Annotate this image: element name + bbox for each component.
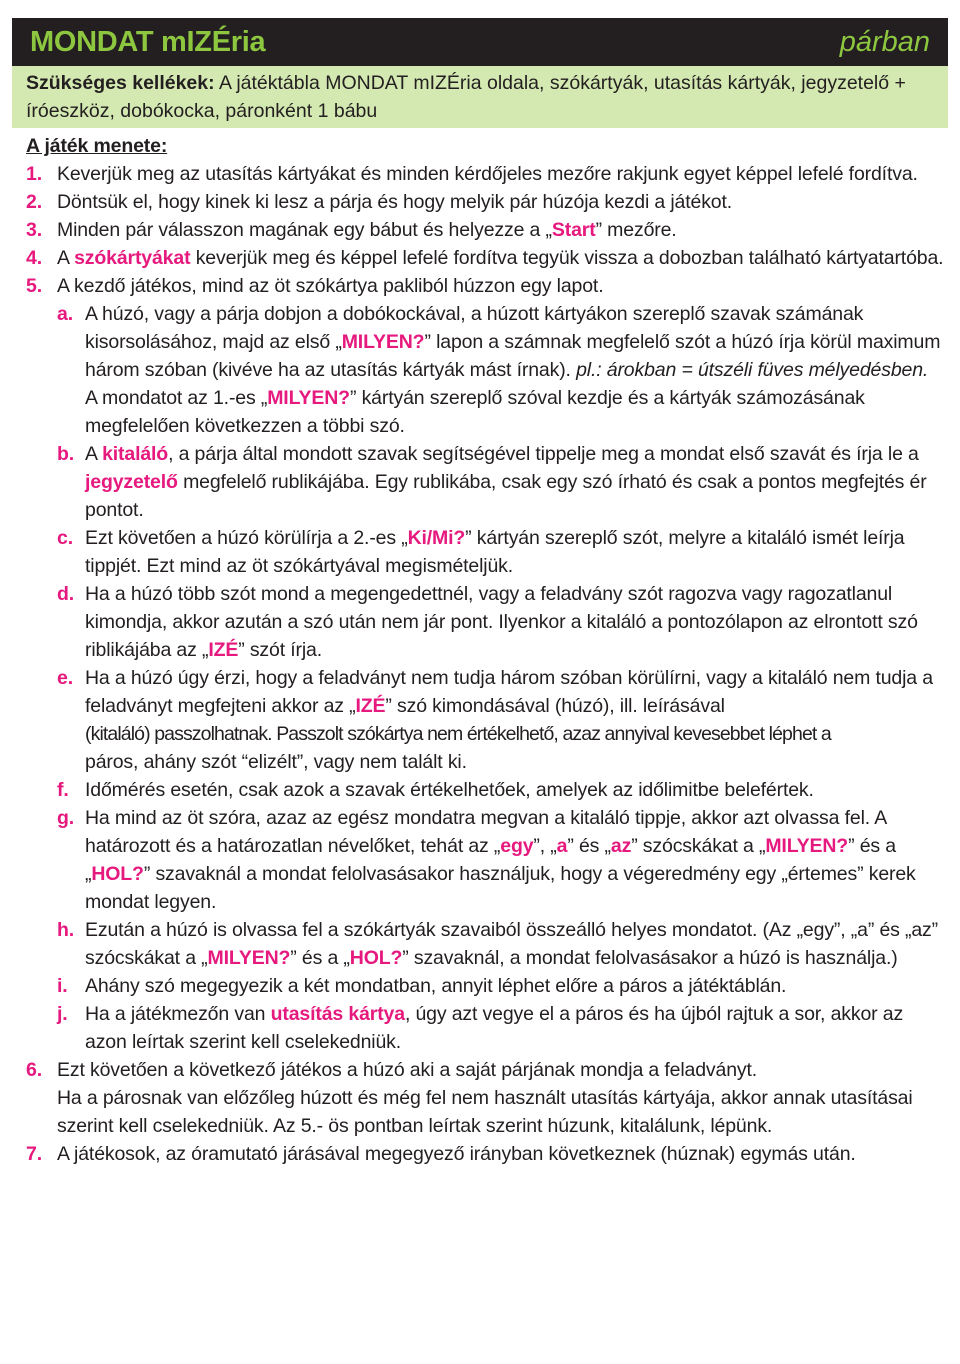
highlight-term: MILYEN? [207, 947, 291, 969]
substep-text: Ha a húzó több szót mond a megengedettnél, vagy a feladvány szót ragozva vagy ragozatlanul kimondja, akkor azután a szó után nem jár pont. Ilyenkor a kitaláló a pontozólapon az elrontott szó riblikájába az „IZÉ” szót írja. [85, 583, 918, 661]
step-number: 5. [26, 275, 42, 297]
highlight-term: Ki/Mi? [407, 527, 466, 549]
rule-substep-e [26, 664, 946, 776]
supplies-label: Szükséges kellékek: [26, 72, 215, 94]
highlight-term: Start [551, 219, 596, 241]
highlight-term: IZÉ [208, 639, 239, 661]
substep-letter: j. [57, 1003, 68, 1025]
step-number: 3. [26, 219, 42, 241]
substep-text: Ha a húzó úgy érzi, hogy a feladványt nem tudja három szóban körülírni, vagy a kitaláló nem tudja a feladványt megfejteni akkor az „IZÉ” szó kimondásával (húzó), ill. leírásával (kitaláló) passzolhatnak. Passzolt szókártya nem értékelhető, azaz annyival kevesebbet léphet a páros, ahány szót “elizélt”, vagy nem talált ki. [85, 667, 933, 773]
highlight-term: az [610, 835, 632, 857]
rule-substep-d [26, 580, 946, 664]
substep-text: Ahány szó megegyezik a két mondatban, annyit léphet előre a páros a játéktáblán. [85, 975, 787, 997]
example-text: pl.: árokban = útszéli füves mélyedésben. [576, 359, 929, 381]
supplies-box [12, 66, 948, 128]
rule-substep-h [26, 916, 946, 972]
rule-substep-c [26, 524, 946, 580]
step-number: 1. [26, 163, 42, 185]
step-text: A szókártyákat keverjük meg és képpel lefelé fordítva tegyük vissza a dobozban található kártyatartóba. [57, 247, 944, 269]
rule-step-6 [26, 1056, 946, 1140]
rule-step-2 [26, 188, 946, 216]
highlight-term: a [556, 835, 568, 857]
substep-letter: h. [57, 919, 75, 941]
highlight-term: egy [500, 835, 534, 857]
rule-substep-a [26, 300, 946, 440]
highlight-term: szókártyákat [74, 247, 191, 269]
highlight-term: MILYEN? [341, 331, 425, 353]
highlight-term: MILYEN? [765, 835, 849, 857]
page-title: MONDAT mIZÉria [30, 25, 266, 58]
substep-letter: d. [57, 583, 75, 605]
highlight-term: HOL? [349, 947, 403, 969]
substep-text: Ha mind az öt szóra, azaz az egész mondatra megvan a kitaláló tippje, akkor azt olvassa fel. A határozott és a határozatlan névelőket, tehát az „egy”, „a” és „az” szócskákat a „MILYEN?” és a „HOL?” szavaknál a mondat felolvasásakor használjuk, hogy a végeredmény egy „értemes” kerek mondat legyen. [85, 807, 916, 913]
rule-step-7 [26, 1140, 946, 1168]
highlight-term: jegyzetelő [85, 471, 178, 493]
substep-letter: e. [57, 667, 73, 689]
substep-letter: i. [57, 975, 68, 997]
substep-letter: c. [57, 527, 73, 549]
title-bar [12, 18, 948, 66]
highlight-term: utasítás kártya [270, 1003, 405, 1025]
highlight-term: kitaláló [102, 443, 169, 465]
step-text: Minden pár válasszon magának egy bábut és helyezze a „Start” mezőre. [57, 219, 677, 241]
highlight-term: MILYEN? [267, 387, 350, 409]
step-text: A játékosok, az óramutató járásával megegyező irányban következnek (húznak) egymás után. [57, 1143, 856, 1165]
substep-letter: f. [57, 779, 69, 801]
page-subtitle: párban [839, 25, 930, 58]
step-text: Keverjük meg az utasítás kártyákat és minden kérdőjeles mezőre rakjunk egyet képpel lefelé fordítva. [57, 163, 918, 185]
substep-letter: b. [57, 443, 75, 465]
step-text: Döntsük el, hogy kinek ki lesz a párja és hogy melyik pár húzója kezdi a játékot. [57, 191, 733, 213]
substep-letter: g. [57, 807, 75, 829]
rule-step-1 [26, 160, 946, 188]
step-number: 4. [26, 247, 42, 269]
rule-step-5 [26, 272, 946, 300]
substep-text: A húzó, vagy a párja dobjon a dobókockával, a húzott kártyákon szereplő szavak számának kisorsolásához, majd az első „MILYEN?” lapon a számnak megfelelő szót a húzó írja körül maximum három szóban (kivéve ha az utasítás kártyák mást írnak). pl.: árokban = útszéli füves mélyedésben. A mondatot az 1.-es „MILYEN?” kártyán szereplő szóval kezdje és a kártyák számozásának megfelelően következzen a többi szó. [85, 303, 941, 437]
supplies-text: A játéktábla MONDAT mIZÉria oldala, szókártyák, utasítás kártyák, jegyzetelő + íróeszköz, dobókocka, páronként 1 bábu [26, 72, 906, 122]
rule-substep-g [26, 804, 946, 916]
substep-text: Ha a játékmezőn van utasítás kártya, úgy azt vegye el a páros és ha újból rajtuk a sor, akkor az azon leírtak szerint kell cselekedniük. [85, 1003, 904, 1053]
rule-step-3 [26, 216, 946, 244]
rules-content [26, 132, 946, 1168]
substep-text: A kitaláló, a párja által mondott szavak segítségével tippelje meg a mondat első szavát és írja le a jegyzetelő megfelelő rublikájába. Egy rublikába, csak egy szó írható és csak a pontos megfejtés ér pontot. [85, 443, 927, 521]
rule-substep-f [26, 776, 946, 804]
highlight-term: HOL? [91, 863, 144, 885]
step-number: 7. [26, 1143, 42, 1165]
step-number: 2. [26, 191, 42, 213]
rule-step-4 [26, 244, 946, 272]
substep-text: Időmérés esetén, csak azok a szavak értékelhetőek, amelyek az időlimitbe belefértek. [85, 779, 814, 801]
rule-substep-i [26, 972, 946, 1000]
step-number: 6. [26, 1059, 42, 1081]
rule-substep-b [26, 440, 946, 524]
rule-substep-j [26, 1000, 946, 1056]
highlight-term: IZÉ [355, 695, 386, 717]
rules-heading: A játék menete: [26, 135, 168, 157]
step-text: Ezt követően a következő játékos a húzó aki a saját párjának mondja a feladványt. Ha a párosnak van előzőleg húzott és még fel nem használt utasítás kártyája, akkor annak utasításai szerint kell cselekedniük. Az 5.- ös pontban leírtak szerint húzunk, kitalálunk, lépünk. [57, 1059, 913, 1137]
substep-text: Ezt követően a húzó körülírja a 2.-es „Ki/Mi?” kártyán szereplő szót, melyre a kitaláló ismét leírja tippjét. Ezt mind az öt szókártyával megismételjük. [85, 527, 905, 577]
step-text: A kezdő játékos, mind az öt szókártya pakliból húzzon egy lapot. [57, 275, 604, 297]
substep-text: Ezután a húzó is olvassa fel a szókártyák szavaiból összeálló helyes mondatot. (Az „egy”, „a” és „az” szócskákat a „MILYEN?” és a „HOL?” szavaknál, a mondat felolvasásakor a húzó is használja.) [85, 919, 938, 969]
substep-letter: a. [57, 303, 73, 325]
